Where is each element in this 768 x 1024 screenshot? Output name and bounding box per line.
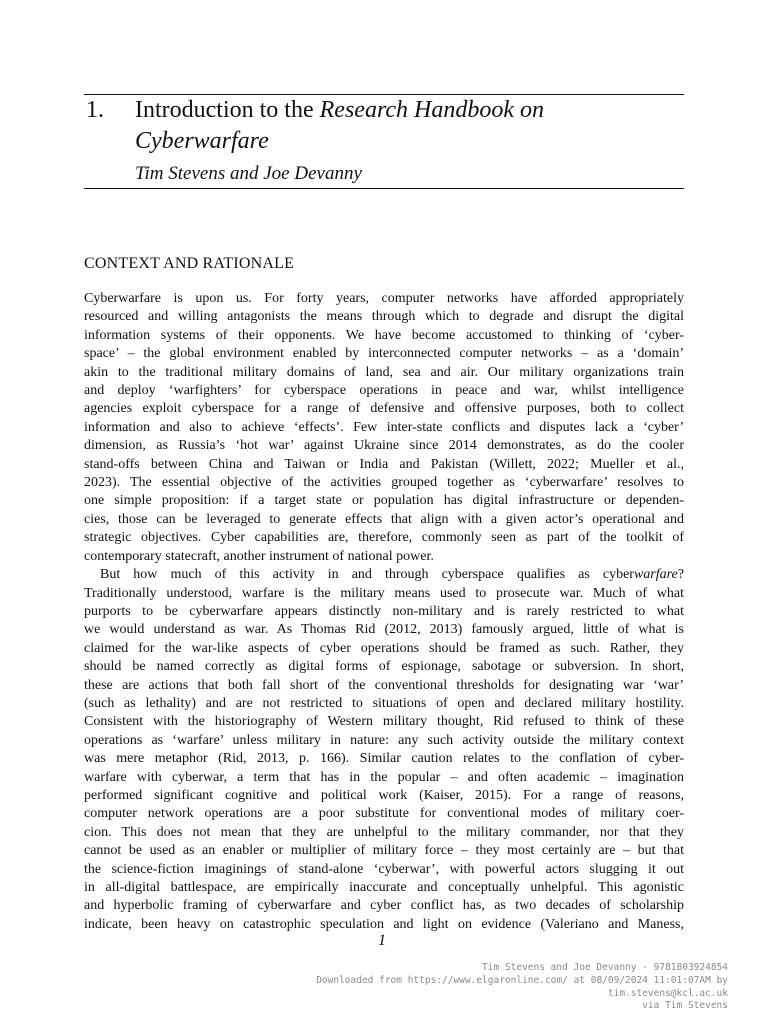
paragraph-1-line: information systems of their opponents. We have become accustomed to thinking of ‘cyber- <box>84 327 684 343</box>
paragraph-2-line: claimed for the war-like aspects of cyber operations should be framed as such. Rather, they <box>84 640 684 656</box>
paragraph-1-line: Cyberwarfare is upon us. For forty years, computer networks have afforded appropriately <box>84 291 684 306</box>
bottom-rule <box>84 188 684 189</box>
paragraph-2-italic: warfare <box>633 567 678 583</box>
paragraph-2-line: we would understand as war. As Thomas Rid (2012, 2013) famously argued, little of what is <box>84 622 684 638</box>
footer-line-2: Downloaded from https://www.elgaronline.com/ at 08/09/2024 11:01:07AM by <box>316 974 728 986</box>
paragraph-1 <box>84 290 684 566</box>
paragraph-1-line: one simple proposition: if a target state or population has digital infrastructure or dependen- <box>84 493 684 509</box>
paragraph-2-line: computer network operations are a poor substitute for conventional modes of military coer- <box>84 806 684 822</box>
paragraph-1-last-line: contemporary statecraft, another instrument of national power. <box>84 548 434 564</box>
paragraph-2-line: cannot be used as an enabler or multiplier of military force – they most certainly are – but that <box>84 843 684 859</box>
paragraph-2-line: performed significant cognitive and political work (Kaiser, 2015). For a range of reasons, <box>84 787 684 803</box>
paragraph-1-line: resourced and willing antagonists the means through which to degrade and disrupt the digital <box>84 309 684 325</box>
footer-line-4: via Tim Stevens <box>642 1000 728 1012</box>
paragraph-2-line: and hyperbolic framing of cyberwarfare and cyber conflict has, as two decades of scholarship <box>84 898 684 914</box>
paragraph-1-line: cies, those can be leveraged to generate effects that align with a given actor’s operational and <box>84 511 684 527</box>
paragraph-2-line: (such as lethality) and are not restricted to situations of open and declared military hostility. <box>84 695 684 711</box>
paragraph-2-line: in all-digital battlespace, are empirically inaccurate and conceptually unhelpful. This agonistic <box>84 880 684 895</box>
paragraph-2-line: was mere metaphor (Rid, 2013, p. 166). Similar caution relates to the conflation of cyber- <box>84 751 684 767</box>
paragraph-2-first-line <box>84 566 684 584</box>
body-text <box>84 290 684 934</box>
chapter-title-italic-2: Cyberwarfare <box>135 128 269 154</box>
download-footer <box>248 962 728 1013</box>
paragraph-2-line: cion. This does not mean that they are unhelpful to the military commander, nor that they <box>84 824 684 840</box>
section-heading: CONTEXT AND RATIONALE <box>84 255 295 272</box>
paragraph-2-line: indicate, been heavy on catastrophic speculation and light on evidence (Valeriano and Maness, <box>84 916 684 932</box>
paragraph-2-suffix: ? <box>677 567 684 583</box>
paragraph-1-line: dimension, as Russia’s ‘hot war’ against Ukraine since 2014 demonstrates, as do the cooler <box>84 438 684 454</box>
paragraph-2-line: should be named correctly as digital forms of espionage, sabotage or subversion. In short, <box>84 659 684 675</box>
paragraph-1-line: 2023). The essential objective of the activities grouped together as ‘cyberwarfare’ resolves to <box>84 475 684 491</box>
paragraph-2-line: Traditionally understood, warfare is the military means used to prosecute war. Much of what <box>84 585 684 601</box>
paragraph-1-line: stand-offs between China and Taiwan or India and Pakistan (Willett, 2022; Mueller et al., <box>84 456 684 472</box>
paragraph-1-line: information and also to achieve ‘effects’. Few inter-state conflicts and disputes lack a ‘cyber’ <box>84 419 684 435</box>
paragraph-2-prefix: But how much of this activity in and through cyberspace qualifies as cyber <box>100 567 634 583</box>
footer-line-1: Tim Stevens and Joe Devanny - 9781803924854 <box>482 962 728 973</box>
chapter-title-prefix: Introduction to the <box>135 97 320 123</box>
paragraph-1-line: space’ – the global environment enabled by interconnected computer networks – as a ‘domain’ <box>84 346 684 362</box>
paragraph-1-line: akin to the traditional military domains of land, sea and air. Our military organizations train <box>84 364 684 380</box>
paragraph-1-line: strategic objectives. Cyber capabilities are, therefore, commonly seen as part of the toolkit of <box>84 530 684 546</box>
paragraph-2-line: operations as ‘warfare’ unless military in nature: any such activity outside the military context <box>84 732 684 748</box>
chapter-number: 1. <box>86 97 104 123</box>
chapter-title <box>135 95 685 157</box>
page-number: 1 <box>378 932 386 949</box>
paragraph-2 <box>84 566 684 934</box>
paragraph-1-line: and deploy ‘warfighters’ for cyberspace operations in peace and war, whilst intelligence <box>84 383 684 399</box>
paragraph-2-line: the science-fiction imaginings of stand-alone ‘cyberwar’, with powerful actors slugging it out <box>84 861 684 877</box>
footer-line-3: tim.stevens@kcl.ac.uk <box>607 987 728 999</box>
paragraph-1-line: agencies exploit cyberspace for a range of defensive and offensive purposes, both to collect <box>84 401 684 417</box>
chapter-authors: Tim Stevens and Joe Devanny <box>135 163 362 184</box>
paragraph-2-line: purports to be cyberwarfare appears distinctly non-military and is rarely restricted to what <box>84 603 684 619</box>
paragraph-2-line: Consistent with the historiography of Western military thought, Rid refused to think of these <box>84 714 684 730</box>
paragraph-2-line: warfare with cyberwar, a term that has in the popular – and often academic – imagination <box>84 769 684 785</box>
chapter-title-italic-1: Research Handbook on <box>319 97 545 123</box>
paragraph-2-line: these are actions that both fall short of the conventional thresholds for designating war ‘war’ <box>84 677 684 693</box>
